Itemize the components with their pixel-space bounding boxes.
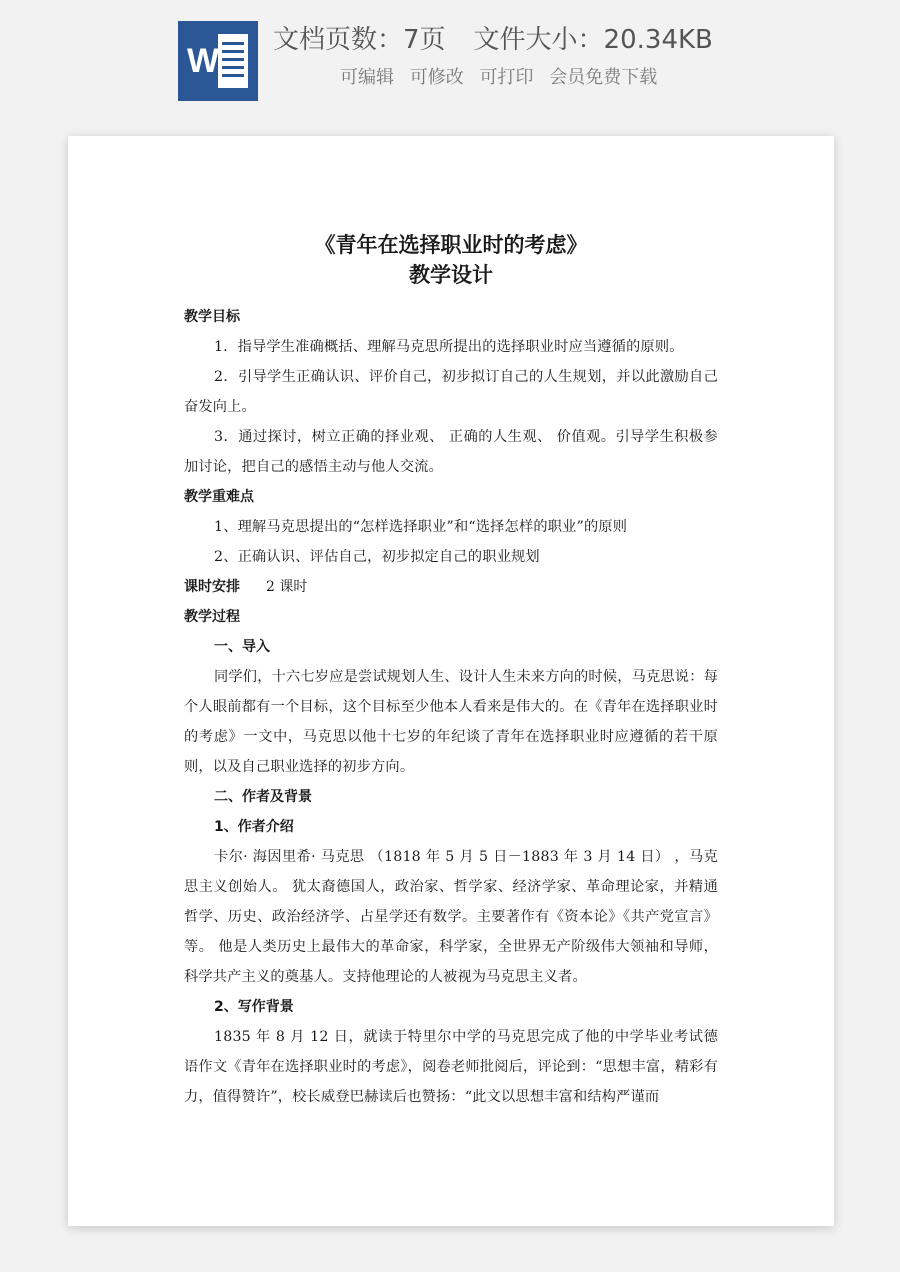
text-line-shape bbox=[222, 74, 244, 77]
document-sheet-shape bbox=[218, 34, 248, 88]
document-subtitle: 教学设计 bbox=[409, 263, 493, 287]
section-intro-heading: 一、导入 bbox=[214, 639, 270, 655]
word-icon-letter: W bbox=[186, 42, 220, 80]
author-intro-heading: 1、作者介绍 bbox=[214, 819, 294, 835]
word-document-icon bbox=[178, 21, 258, 101]
text-line-shape bbox=[222, 66, 244, 69]
keypoints-heading: 教学重难点 bbox=[184, 489, 254, 505]
text-line-shape bbox=[222, 50, 244, 53]
document-title: 《青年在选择职业时的考虑》 bbox=[314, 233, 588, 257]
schedule-heading: 课时安排 bbox=[184, 579, 240, 595]
text-line-shape bbox=[222, 42, 244, 45]
feature-printable: 可打印 bbox=[479, 67, 534, 88]
writing-background-text: 1835 年 8 月 12 日，就读于特里尔中学的马克思完成了他的中学毕业考试德语作文《青年在选择职业时的考虑》，阅卷老师批阅后，评论到：“思想丰富，精彩有力，值得赞许”，校长威登巴赫读后也赞扬：“此文以思想丰富和结构严谨而 bbox=[184, 1029, 718, 1105]
feature-modifiable: 可修改 bbox=[409, 67, 464, 88]
keypoint-item: 1、理解马克思提出的“怎样选择职业”和“选择怎样的职业”的原则 bbox=[214, 519, 628, 535]
schedule-row bbox=[184, 572, 718, 602]
process-heading: 教学过程 bbox=[184, 609, 240, 625]
text-line-shape bbox=[222, 58, 244, 61]
feature-editable: 可编辑 bbox=[340, 67, 394, 88]
feature-list bbox=[340, 64, 740, 92]
writing-background-heading: 2、写作背景 bbox=[214, 999, 294, 1015]
page-count: 文档页数：7页 bbox=[273, 25, 446, 55]
goal-item: 1．指导学生准确概括、理解马克思所提出的选择职业时应当遵循的原则。 bbox=[214, 339, 684, 355]
section-intro-text: 同学们，十六七岁应是尝试规划人生、设计人生未来方向的时候，马克思说：每个人眼前都有一个目标，这个目标至少他本人看来是伟大的。在《青年在选择职业时的考虑》一文中，马克思以他十七岁的年纪谈了青年在选择职业时应遵循的若干原则，以及自己职业选择的初步方向。 bbox=[184, 669, 718, 775]
keypoint-item: 2、正确认识、评估自己，初步拟定自己的职业规划 bbox=[214, 549, 540, 565]
download-banner bbox=[0, 0, 900, 125]
author-intro-text: 卡尔· 海因里希· 马克思 （1818 年 5 月 5 日－1883 年 3 月 14 日） ，马克思主义创始人。 犹太裔德国人，政治家、哲学家、经济学家、革命理论家，并精通哲学、历史、政治经济学、占星学还有数学。主要著作有《资本论》《共产党宣言》等。 他是人类历史上最伟大的革命家，科学家，全世界无产阶级伟大领袖和导师， 科学共产主义的奠基人。支持他理论的人被视为马克思主义者。 bbox=[184, 849, 718, 985]
goals-heading: 教学目标 bbox=[184, 309, 240, 325]
goal-item: 3．通过探讨，树立正确的择业观、 正确的人生观、 价值观。引导学生积极参加讨论，把自己的感悟主动与他人交流。 bbox=[184, 429, 718, 475]
goal-item: 2．引导学生正确认识、评价自己，初步拟订自己的人生规划，并以此激励自己奋发向上。 bbox=[184, 369, 718, 415]
schedule-value: 2 课时 bbox=[266, 579, 308, 595]
document-content bbox=[184, 232, 718, 1112]
file-meta bbox=[273, 20, 743, 60]
file-size: 文件大小：20.34KB bbox=[473, 25, 713, 55]
feature-free-download: 会员免费下载 bbox=[549, 67, 658, 88]
section-author-background-heading: 二、作者及背景 bbox=[214, 789, 312, 805]
document-page bbox=[68, 136, 834, 1226]
